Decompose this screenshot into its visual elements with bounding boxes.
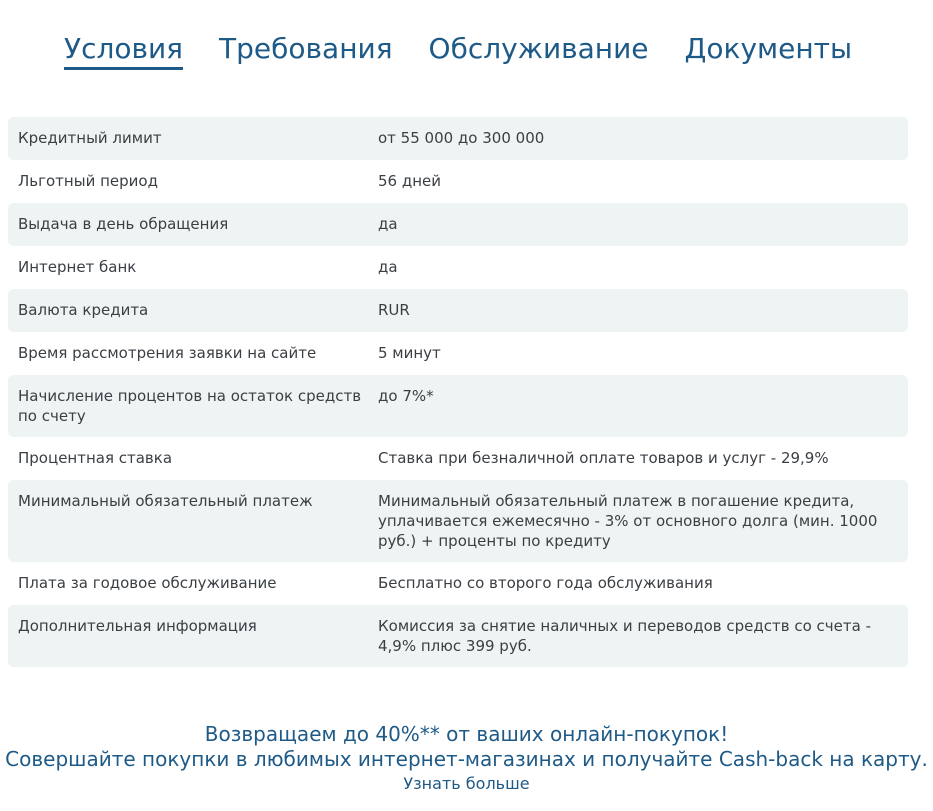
row-label: Валюта кредита: [18, 301, 149, 319]
row-label: Плата за годовое обслуживание: [18, 574, 277, 592]
tab-documents[interactable]: Документы: [684, 32, 853, 65]
tab-bar: [64, 28, 852, 78]
row-value: Комиссия за снятие наличных и переводов средств со счета - 4,9% плюс 399 руб.: [378, 617, 871, 655]
row-label: Процентная ставка: [18, 449, 173, 467]
table-row: [8, 117, 908, 160]
row-label: Дополнительная информация: [18, 617, 257, 635]
table-row: [8, 375, 908, 437]
table-row: [8, 562, 908, 605]
table-row: [8, 332, 908, 375]
row-label: Выдача в день обращения: [18, 215, 229, 233]
row-value: 56 дней: [378, 172, 442, 190]
row-label: Интернет банк: [18, 258, 137, 276]
row-label: Льготный период: [18, 172, 158, 190]
table-row: [8, 437, 908, 480]
row-label: Время рассмотрения заявки на сайте: [18, 344, 317, 362]
promo-subline: Совершайте покупки в любимых интернет-магазинах и получайте Cash-back на карту.: [5, 747, 928, 771]
learn-more-link[interactable]: Узнать больше: [403, 774, 530, 793]
row-value: Минимальный обязательный платеж в погашение кредита, уплачивается ежемесячно - 3% от основного долга (мин. 1000 руб.) + проценты по кредиту: [378, 492, 878, 550]
row-value: до 7%*: [378, 387, 434, 405]
promo-headline: Возвращаем до 40%** от ваших онлайн-покупок!: [204, 722, 729, 746]
tab-conditions[interactable]: Условия: [64, 28, 183, 78]
row-label: Начисление процентов на остаток средств по счету: [18, 387, 362, 425]
table-row: [8, 246, 908, 289]
row-value: от 55 000 до 300 000: [378, 129, 545, 147]
table-row: [8, 160, 908, 203]
table-row: [8, 203, 908, 246]
row-value: RUR: [378, 301, 410, 319]
table-row: [8, 289, 908, 332]
row-value: да: [378, 258, 398, 276]
row-value: Ставка при безналичной оплате товаров и услуг - 29,9%: [378, 449, 829, 467]
row-value: да: [378, 215, 398, 233]
row-value: Бесплатно со второго года обслуживания: [378, 574, 713, 592]
conditions-table: [8, 117, 908, 667]
row-value: 5 минут: [378, 344, 441, 362]
cashback-promo: [0, 722, 933, 795]
row-label: Кредитный лимит: [18, 129, 162, 147]
tab-requirements[interactable]: Требования: [219, 32, 393, 65]
tab-service[interactable]: Обслуживание: [428, 32, 649, 65]
table-row: [8, 480, 908, 562]
row-label: Минимальный обязательный платеж: [18, 492, 313, 510]
table-row: [8, 605, 908, 667]
